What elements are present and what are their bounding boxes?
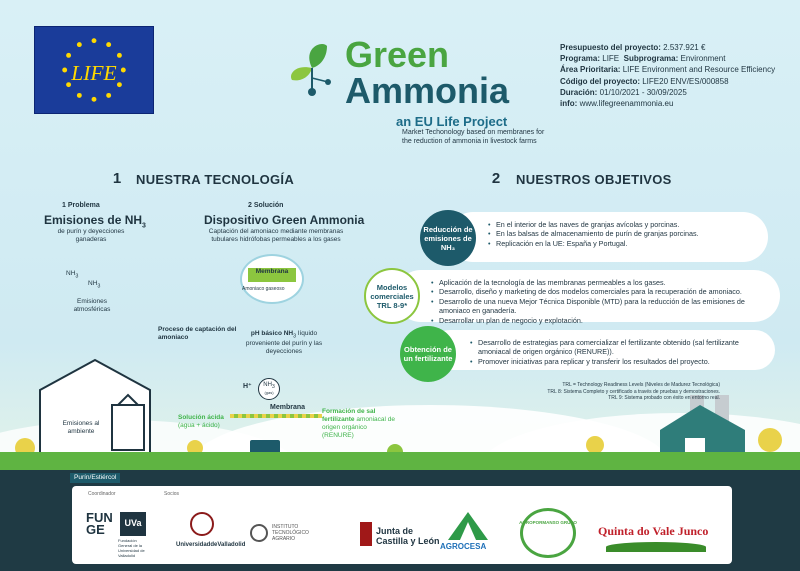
uva-logo: UVa	[120, 512, 146, 536]
h-plus: H⁺	[243, 383, 252, 390]
proceso-label: Proceso de captación del amoniaco	[158, 326, 237, 341]
quinta-hill-icon	[606, 542, 706, 552]
problem-heading: Emisiones de $NH_3$	[44, 213, 146, 230]
trl-notes: TRL = Technology Readiness Levels (Niveles de Madurez Tecnológica) TRL 8: Sistema Completo y certificado a través de pruebas y demostraciones. TRL 9: Sistema probado con éxito en entorno real.	[547, 382, 720, 401]
objective-3-circle: Obtención de un fertilizante	[400, 326, 456, 382]
membrane-strip	[230, 414, 322, 418]
eu-logo-text: LIFE	[71, 60, 117, 85]
eu-stars-icon	[35, 27, 153, 113]
itacyl-icon	[250, 524, 268, 542]
objective-1-circle: Reducción de emisiones de NH₃	[420, 210, 476, 266]
objective-2-item: • Desarrollo, diseño y marketing de dos modelos comerciales para la recuperación de amoniaco.	[431, 287, 766, 296]
purin-label: Purín/Estiércol	[70, 473, 120, 483]
objective-1-item: • En el interior de las naves de granjas avícolas y porcinas.	[488, 220, 754, 229]
agropormanso-seal-icon	[520, 508, 576, 558]
objective-1-item: • Replicación en la UE: España y Portugal.	[488, 239, 754, 248]
info-row-code: Código del proyecto: LIFE20 ENV/ES/000858	[560, 76, 729, 86]
objective-2-item: • Desarrollar un plan de negocio y explotación.	[431, 316, 766, 325]
solution-desc: Captación del amoniaco mediante membranas tubulares hidrófobas permeables a los gases	[208, 228, 344, 243]
emisiones-atmosfericas: Emisiones atmosféricas	[73, 298, 111, 313]
tagline: Market Techonology based on membranes for the reduction of ammonia in livestock farms	[402, 129, 545, 145]
objective-2-circle: Modelos comerciales TRL 8-9*	[364, 268, 420, 324]
formacion-label: Formación de sal fertilizante amoniacal de origen orgánico (RENURE)	[322, 408, 395, 439]
membrana-label: Membrana	[270, 404, 306, 411]
funge-subtitle: Fundación General de la Universidad de Valladolid	[118, 538, 145, 558]
objective-1-item: • En las balsas de almacenamiento de purín de granjas porcinas.	[488, 229, 754, 238]
barn-right-icon	[660, 395, 745, 460]
objective-3-box	[430, 330, 775, 370]
objective-2-item: • Desarrollo de una nueva Mejor Técnica Disponible (MTD) para la reducción de las emisiones de amoniaco en ganadería.	[431, 297, 766, 316]
objective-2-box	[395, 270, 780, 325]
title-ammonia: Ammonia	[345, 70, 510, 111]
nh3-molecule: $NH_3$ (gas)	[258, 378, 280, 400]
amoniaco-gaseoso: Amoniaco gaseoso	[242, 286, 285, 292]
funge-logo: FUN GE	[86, 510, 113, 537]
solution-heading: Dispositivo Green Ammonia	[204, 213, 365, 227]
junta-logo: Junta de Castilla y León	[376, 526, 440, 546]
solucion-acida: Solución ácida (agua + ácido)	[178, 414, 224, 429]
section1-title: NUESTRA TECNOLOGÍA	[136, 172, 295, 187]
junta-shield-icon	[360, 522, 372, 546]
coordinator-label: Coordinador	[88, 491, 116, 497]
info-row-area: Área Prioritaria: LIFE Environment and Resource Efficiency	[560, 65, 776, 75]
eu-life-logo	[34, 26, 154, 114]
membrana-box: Membrana	[248, 268, 296, 282]
section2-title: NUESTROS OBJETIVOS	[516, 172, 672, 187]
info-row-program: Programa: LIFE Subprograma: Environment	[560, 54, 726, 64]
green-ammonia-logo-icon	[282, 38, 344, 100]
partners-label: Socios	[164, 491, 180, 497]
universidad-valladolid: UniversidaddeValladolid	[176, 542, 246, 548]
objective-2-item: • Aplicación de la tecnología de las membranas permeables a los gases.	[431, 278, 766, 287]
solution-step: 2 Solución	[248, 202, 284, 209]
uva-seal-icon	[190, 512, 214, 536]
info-row-budget: Presupuesto del proyecto: 2.537.921 €	[560, 43, 706, 52]
agrocesa-icon	[448, 512, 488, 540]
agrocesa-logo: AGROCESA	[440, 542, 487, 551]
nh3-label-a: $NH_3$	[66, 270, 79, 280]
objective-3-item: • Promover iniciativas para replicar y transferir los resultados del proyecto.	[470, 357, 761, 366]
ph-label: pH básico $NH_3$ líquido proveniente del purín y las deyecciones	[245, 330, 323, 356]
emisiones-ambiente: Emisiones al ambiente	[62, 420, 100, 435]
title-green: Green	[345, 34, 450, 75]
barn-left-icon	[40, 360, 150, 460]
section1-number: 1	[112, 170, 122, 187]
itacyl-text: INSTITUTO TECNOLÓGICO AGRARIO	[272, 524, 309, 542]
objective-1-box	[448, 212, 768, 262]
info-row-web[interactable]: info: www.lifegreenammonia.eu	[560, 99, 674, 109]
agropormanso-logo: AGROPORMANSO GRUPO	[519, 520, 577, 525]
problem-step: 1 Problema	[62, 202, 100, 209]
section2-number: 2	[491, 170, 501, 187]
nh3-label-b: $NH_3$	[88, 280, 101, 290]
objective-3-item: • Desarrollo de estrategias para comercializar el fertilizante obtenido (sal fertilizante amoniacal de origen orgánico (RENURE)).	[470, 338, 761, 357]
subtitle: an EU Life Project	[396, 114, 508, 129]
project-info	[560, 42, 775, 109]
quinta-logo: Quinta do Vale Junco	[598, 524, 709, 538]
info-row-duration: Duración: 01/10/2021 - 30/09/2025	[560, 87, 687, 97]
problem-desc: de purín y deyecciones ganaderas	[57, 228, 125, 243]
